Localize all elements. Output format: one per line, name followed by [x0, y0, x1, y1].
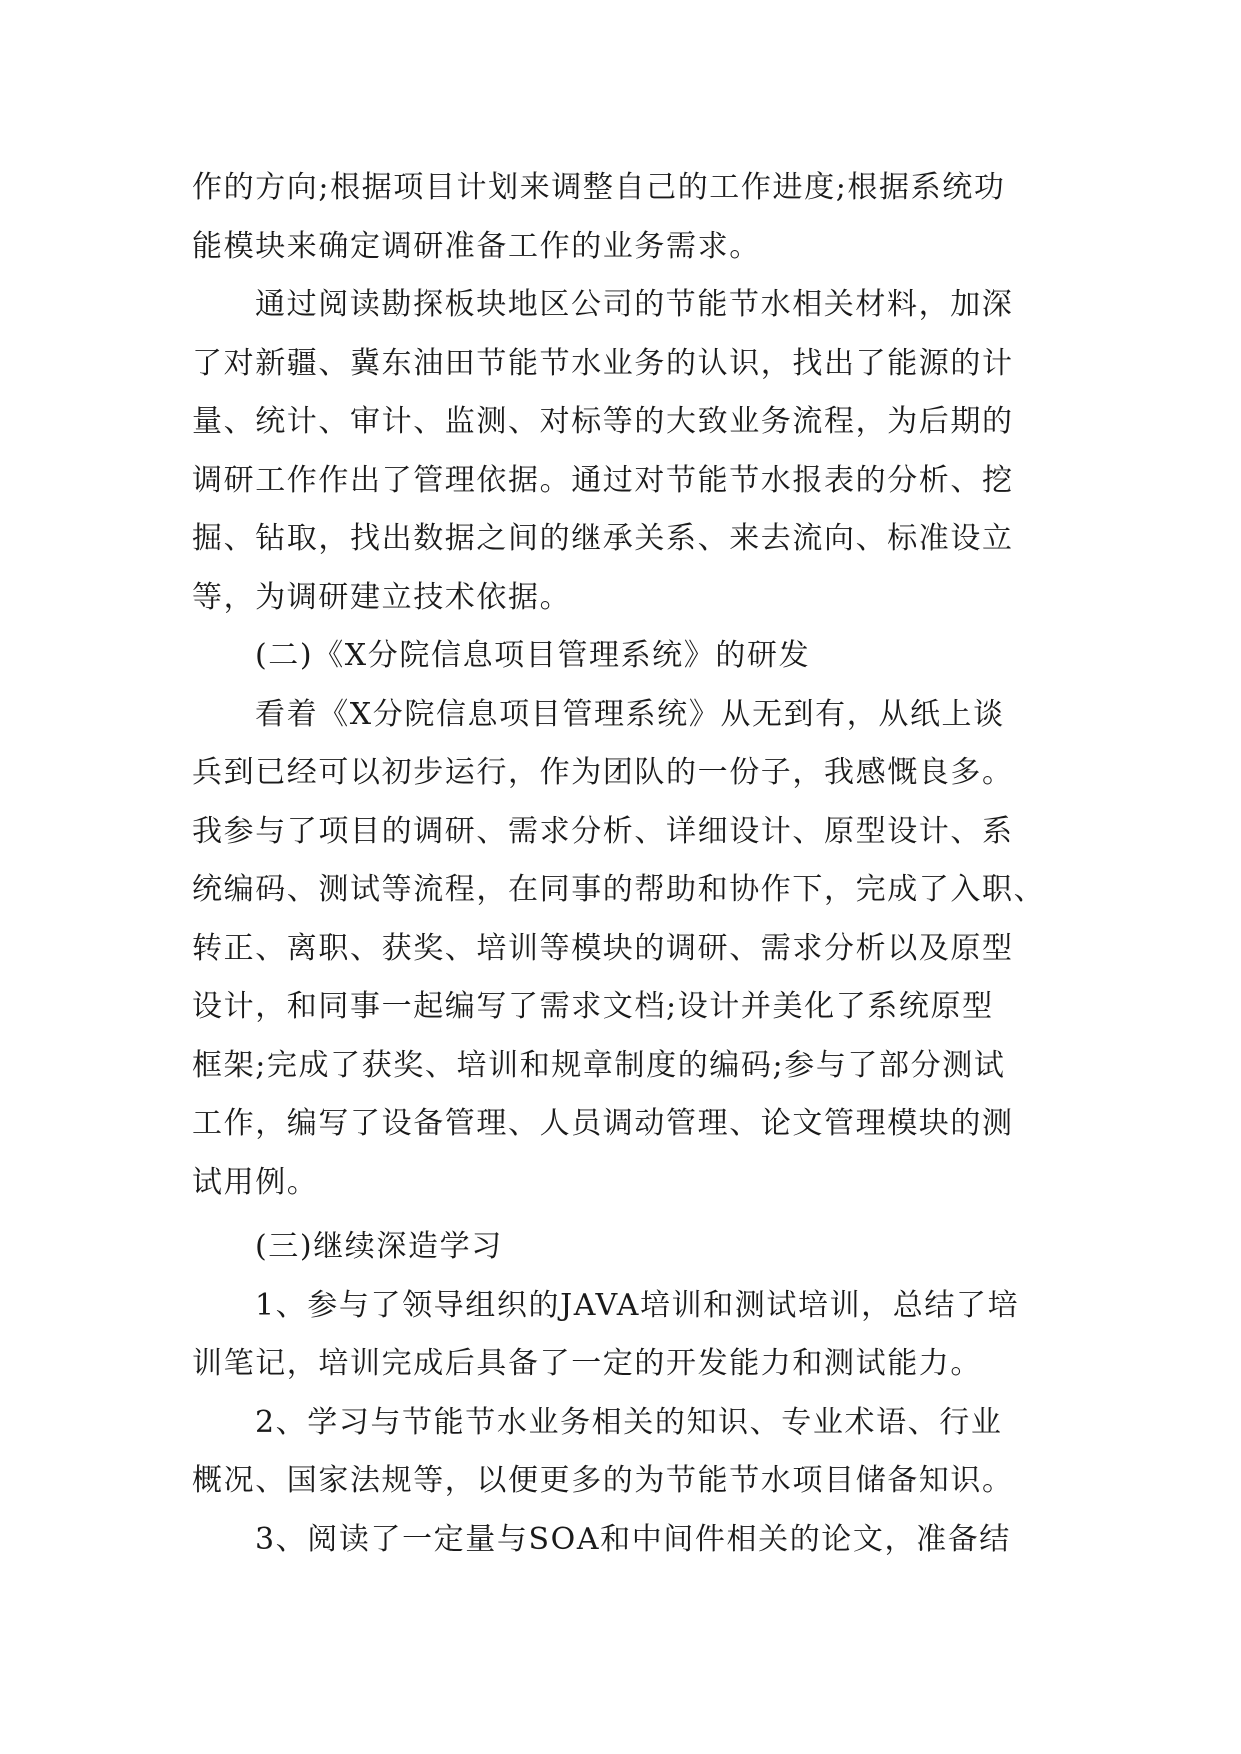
text-line: 能模块来确定调研准备工作的业务需求。 — [192, 228, 761, 264]
heading-text: (二)《X分院信息项目管理系统》的研发 — [255, 638, 811, 673]
document-body — [192, 159, 1062, 1569]
text-line: 看着《X分院信息项目管理系统》从无到有，从纸上谈 — [255, 696, 1005, 732]
text-line: 了对新疆、冀东油田节能节水业务的认识，找出了能源的计 — [192, 345, 1014, 381]
text-line: 通过阅读勘探板块地区公司的节能节水相关材料，加深 — [255, 287, 1014, 322]
text-line: 统编码、测试等流程，在同事的帮助和协作下，完成了入职、 — [192, 872, 1046, 907]
text-line: 转正、离职、获奖、培训等模块的调研、需求分析以及原型 — [192, 930, 1014, 966]
text-line: 3、阅读了一定量与SOA和中间件相关的论文，准备结 — [255, 1521, 1011, 1557]
paragraph — [192, 276, 1062, 627]
paragraph — [192, 1277, 1062, 1394]
paragraph — [192, 159, 1062, 276]
heading-text: (三)继续深造学习 — [255, 1229, 503, 1264]
text-line: 等，为调研建立技术依据。 — [192, 579, 572, 615]
text-line: 试用例。 — [192, 1164, 319, 1200]
text-line: 概况、国家法规等，以便更多的为节能节水项目储备知识。 — [192, 1463, 1014, 1498]
paragraph — [192, 1394, 1062, 1511]
text-line: 兵到已经可以初步运行，作为团队的一份子，我感慨良多。 — [192, 755, 1014, 790]
text-line: 2、学习与节能节水业务相关的知识、专业术语、行业 — [255, 1404, 1003, 1440]
text-line: 我参与了项目的调研、需求分析、详细设计、原型设计、系 — [192, 813, 1014, 849]
paragraph — [192, 686, 1062, 1213]
text-line: 作的方向;根据项目计划来调整自己的工作进度;根据系统功 — [192, 170, 1006, 205]
text-line: 训笔记，培训完成后具备了一定的开发能力和测试能力。 — [192, 1346, 982, 1381]
text-line: 框架;完成了获奖、培训和规章制度的编码;参与了部分测试 — [192, 1047, 1006, 1083]
text-line: 工作，编写了设备管理、人员调动管理、论文管理模块的测 — [192, 1106, 1014, 1141]
text-line: 1、参与了领导组织的JAVA培训和测试培训，总结了培 — [255, 1287, 1020, 1323]
text-line: 掘、钻取，找出数据之间的继承关系、来去流向、标准设立 — [192, 521, 1014, 556]
text-line: 调研工作作出了管理依据。通过对节能节水报表的分析、挖 — [192, 462, 1014, 498]
paragraph — [192, 1511, 1062, 1570]
section-heading — [192, 627, 1062, 686]
text-line: 量、统计、审计、监测、对标等的大致业务流程，为后期的 — [192, 404, 1014, 439]
section-heading — [192, 1218, 1062, 1277]
text-line: 设计，和同事一起编写了需求文档;设计并美化了系统原型 — [192, 989, 994, 1024]
